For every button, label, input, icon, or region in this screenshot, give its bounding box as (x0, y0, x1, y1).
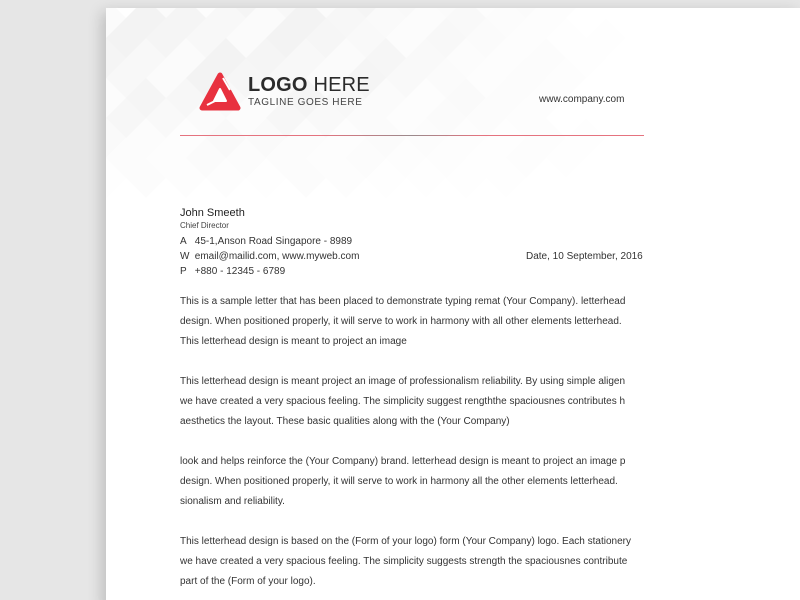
body-paragraph (180, 532, 780, 592)
contact-value: +880 - 12345 - 6789 (194, 266, 286, 277)
body-paragraph (180, 292, 780, 352)
pattern-diamond (466, 98, 506, 138)
pattern-diamond (486, 158, 526, 198)
letterhead-page (106, 8, 800, 600)
pattern-diamond (346, 8, 386, 18)
header-divider (180, 135, 644, 136)
contact-web (180, 249, 359, 264)
pattern-diamond (486, 78, 526, 118)
body-line: sionalism and reliability. (180, 496, 285, 507)
pattern-diamond (246, 8, 286, 38)
pattern-diamond (106, 38, 126, 78)
pattern-diamond (226, 138, 266, 178)
body-paragraph (180, 452, 780, 512)
contact-label: W (180, 251, 190, 262)
pattern-diamond (386, 58, 426, 98)
letter-date: Date, 10 September, 2016 (526, 251, 643, 262)
pattern-diamond (546, 58, 586, 98)
pattern-diamond (466, 18, 506, 58)
pattern-diamond (266, 8, 306, 18)
pattern-diamond (346, 18, 386, 58)
pattern-diamond (106, 138, 146, 178)
pattern-diamond (266, 18, 306, 58)
pattern-diamond (126, 158, 166, 198)
logo-triangle-icon (199, 72, 241, 114)
pattern-diamond (106, 18, 146, 58)
company-website: www.company.com (539, 94, 625, 105)
pattern-diamond (246, 158, 286, 198)
pattern-diamond (206, 158, 246, 198)
pattern-diamond (366, 38, 406, 78)
pattern-diamond (146, 8, 186, 18)
body-line: This letterhead design is based on the (Form of your logo) form (Your Company) logo. Each stationery (180, 536, 631, 547)
body-line: we have created a very spacious feeling. The simplicity suggest rengththe spaciousnes contributes h (180, 396, 626, 407)
pattern-diamond (206, 118, 246, 158)
body-line: design. When positioned properly, it will serve to work in harmony with all other elements letterhead. (180, 316, 622, 327)
pattern-diamond (126, 118, 166, 158)
pattern-diamond (586, 18, 626, 58)
pattern-diamond (446, 78, 486, 118)
pattern-diamond (166, 118, 206, 158)
pattern-diamond (106, 8, 126, 38)
pattern-diamond (106, 98, 146, 138)
body-line: This letterhead design is meant to project an image (180, 336, 407, 347)
pattern-diamond (506, 18, 546, 58)
pattern-diamond (406, 38, 446, 78)
contact-address (180, 234, 359, 249)
pattern-diamond (386, 138, 426, 178)
pattern-diamond (106, 58, 146, 98)
pattern-diamond (326, 8, 366, 38)
pattern-diamond (306, 138, 346, 178)
sender-block (180, 207, 359, 279)
body-line: design. When positioned properly, it will serve to work in harmony all the other elements letterhead. (180, 476, 618, 487)
pattern-diamond (446, 8, 486, 38)
pattern-diamond (406, 158, 446, 198)
pattern-diamond (126, 78, 166, 118)
pattern-diamond (286, 8, 326, 38)
pattern-diamond (266, 138, 306, 178)
pattern-diamond (526, 8, 566, 38)
pattern-diamond (426, 98, 466, 138)
pattern-diamond (286, 118, 326, 158)
pattern-diamond (326, 118, 366, 158)
logo-wordmark (248, 75, 370, 108)
pattern-diamond (326, 158, 366, 198)
body-line: This is a sample letter that has been placed to demonstrate typing remat (Your Company). letterhead (180, 296, 626, 307)
body-line: we have created a very spacious feeling. The simplicity suggests strength the spaciousnes contribute (180, 556, 628, 567)
body-line: part of the (Form of your logo). (180, 576, 316, 587)
pattern-diamond (366, 8, 406, 38)
pattern-diamond (306, 18, 346, 58)
pattern-diamond (506, 8, 546, 18)
pattern-diamond (446, 158, 486, 198)
body-line: aesthetics the layout. These basic qualities along with the (Your Company) (180, 416, 510, 427)
body-line: This letterhead design is meant project an image of professionalism reliability. By using simple aligen (180, 376, 626, 387)
pattern-diamond (486, 118, 526, 158)
pattern-diamond (106, 78, 126, 118)
logo-tagline: TAGLINE GOES HERE (248, 97, 363, 108)
pattern-diamond (386, 8, 426, 18)
pattern-diamond (106, 158, 126, 198)
pattern-diamond (206, 8, 246, 38)
pattern-diamond (466, 58, 506, 98)
pattern-diamond (286, 158, 326, 198)
pattern-diamond (186, 138, 226, 178)
pattern-diamond (546, 8, 586, 18)
pattern-diamond (406, 78, 446, 118)
logo-title: LOGO HERE (248, 74, 370, 96)
pattern-diamond (226, 8, 266, 18)
letter-body (180, 292, 780, 600)
contact-value: 45-1,Anson Road Singapore - 8989 (194, 236, 353, 247)
pattern-diamond (126, 38, 166, 78)
contact-value: email@mailid.com, www.myweb.com (194, 251, 360, 262)
pattern-diamond (526, 38, 566, 78)
pattern-diamond (566, 118, 606, 158)
pattern-diamond (446, 118, 486, 158)
pattern-diamond (426, 138, 466, 178)
pattern-diamond (426, 18, 466, 58)
pattern-diamond (546, 18, 586, 58)
pattern-diamond (506, 58, 546, 98)
pattern-diamond (106, 118, 126, 158)
pattern-diamond (166, 158, 206, 198)
pattern-diamond (306, 8, 346, 18)
pattern-diamond (126, 8, 166, 38)
pattern-diamond (466, 138, 506, 178)
pattern-diamond (526, 118, 566, 158)
pattern-diamond (186, 18, 226, 58)
pattern-diamond (246, 118, 286, 158)
pattern-diamond (286, 38, 326, 78)
pattern-diamond (426, 58, 466, 98)
pattern-diamond (246, 38, 286, 78)
contact-phone (180, 264, 359, 279)
pattern-diamond (546, 138, 586, 178)
sender-name: John Smeeth (180, 207, 245, 219)
pattern-diamond (466, 8, 506, 18)
pattern-diamond (506, 138, 546, 178)
body-line: look and helps reinforce the (Your Company) brand. letterhead design is meant to project an image p (180, 456, 626, 467)
pattern-diamond (166, 8, 206, 38)
pattern-diamond (146, 98, 186, 138)
contact-label: P (180, 266, 187, 277)
pattern-diamond (566, 38, 606, 78)
pattern-diamond (446, 38, 486, 78)
pattern-diamond (146, 18, 186, 58)
pattern-diamond (186, 8, 226, 18)
pattern-diamond (366, 158, 406, 198)
pattern-diamond (366, 118, 406, 158)
pattern-diamond (226, 18, 266, 58)
contact-label: A (180, 236, 187, 247)
pattern-diamond (386, 18, 426, 58)
pattern-diamond (386, 98, 426, 138)
sender-role: Chief Director (180, 221, 229, 230)
pattern-diamond (486, 38, 526, 78)
pattern-diamond (406, 118, 446, 158)
pattern-diamond (426, 8, 466, 18)
pattern-diamond (486, 8, 526, 38)
pattern-diamond (326, 38, 366, 78)
pattern-diamond (366, 78, 406, 118)
body-paragraph (180, 372, 780, 432)
pattern-diamond (406, 8, 446, 38)
pattern-diamond (146, 58, 186, 98)
pattern-diamond (146, 138, 186, 178)
pattern-diamond (346, 138, 386, 178)
